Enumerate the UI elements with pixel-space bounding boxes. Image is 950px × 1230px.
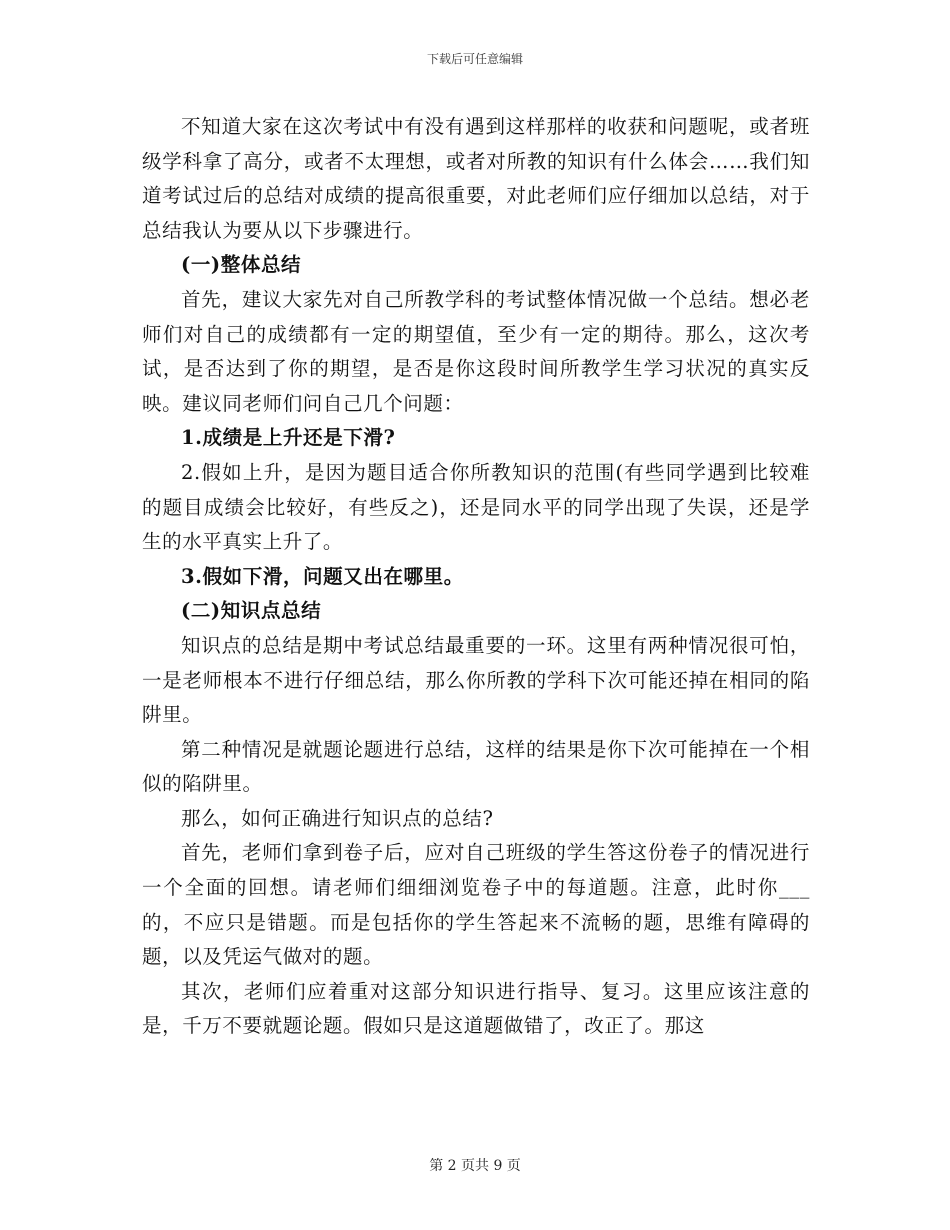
- page-number-footer: 第 2 页共 9 页: [429, 1158, 521, 1174]
- paragraph-second-step: 其次，老师们应着重对这部分知识进行指导、复习。这里应该注意的是，千万不要就题论题。假如只是这道题做错了，改正了。那这: [142, 979, 810, 1038]
- page-header: 下载后可任意编辑: [426, 52, 523, 66]
- paragraph-intro: 不知道大家在这次考试中有没有遇到这样那样的收获和问题呢，或者班级学科拿了高分，或者不太理想，或者对所教的知识有什么体会……我们知道考试过后的总结对成绩的提高很重要，对此老师们应仔细加以总结，对于总结我认为要从以下步骤进行。: [142, 115, 810, 242]
- paragraph-second-case: 第二种情况是就题论题进行总结，这样的结果是你下次可能掉在一个相似的陷阱里。: [142, 737, 810, 796]
- paragraph-how-to: 那么，如何正确进行知识点的总结?: [181, 806, 494, 830]
- section-heading-overall-summary: (一)整体总结: [181, 253, 302, 277]
- section-heading-knowledge-summary: (二)知识点总结: [181, 599, 322, 623]
- paragraph-overall-summary: 首先，建议大家先对自己所教学科的考试整体情况做一个总结。想必老师们对自己的成绩都有一定的期望值，至少有一定的期待。那么，这次考试，是否达到了你的期望，是否是你这段时间所教学生学习状况的真实反映。建议同老师们问自己几个问题：: [142, 287, 810, 415]
- paragraph-knowledge-importance: 知识点的总结是期中考试总结最重要的一环。这里有两种情况很可怕，一是老师根本不进行仔细总结，那么你所教的学科下次可能还掉在相同的陷阱里。: [142, 633, 810, 727]
- paragraph-first-step: 首先，老师们拿到卷子后，应对自己班级的学生答这份卷子的情况进行一个全面的回想。请老师们细细浏览卷子中的每道题。注意，此时你___的，不应只是错题。而是包括你的学生答起来不流畅的题，思维有障碍的题，以及凭运气做对的题。: [142, 841, 810, 969]
- question-2: 2.假如上升，是因为题目适合你所教知识的范围(有些同学遇到比较难的题目成绩会比较好，有些反之)，还是同水平的同学出现了失误，还是学生的水平真实上升了。: [142, 460, 810, 554]
- question-3: 3.假如下滑，问题又出在哪里。: [181, 564, 464, 588]
- question-1: 1.成绩是上升还是下滑?: [181, 426, 396, 450]
- document-body: [142, 110, 810, 1044]
